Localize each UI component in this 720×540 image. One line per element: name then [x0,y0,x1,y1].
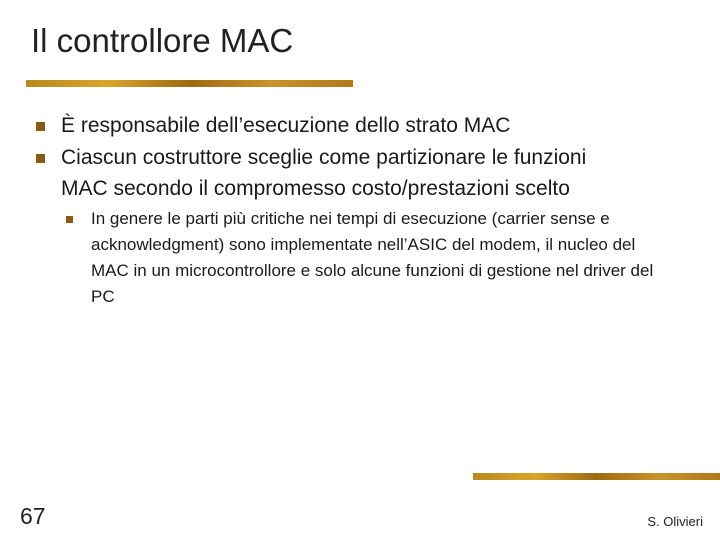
bullet-item [61,142,586,204]
page-number: 67 [20,503,46,529]
bullet-text: È responsabile dell’esecuzione dello strato MAC [61,114,511,137]
title-divider [26,80,353,87]
bullet-text: Ciascun costruttore sceglie come partizionare le funzioni [61,146,587,169]
slide-title: Il controllore MAC [31,22,294,59]
bullet-square-icon [36,154,45,163]
footer-divider [473,473,720,480]
bullet-text-continued: MAC secondo il compromesso costo/prestazioni scelto [61,177,570,200]
bullet-square-icon [66,216,73,223]
author-name: S. Olivieri [647,514,703,529]
sub-bullet-text: In genere le parti più critiche nei tempi di esecuzione (carrier sense e acknowledgment) sono implementate nell’ASIC del modem, il nucleo del MAC in un microcontrollore e solo alcune funzioni di gestione nel driver del PC [91,209,654,306]
sub-bullet-item [91,206,671,310]
bullet-square-icon [36,122,45,131]
bullet-item [61,110,510,141]
